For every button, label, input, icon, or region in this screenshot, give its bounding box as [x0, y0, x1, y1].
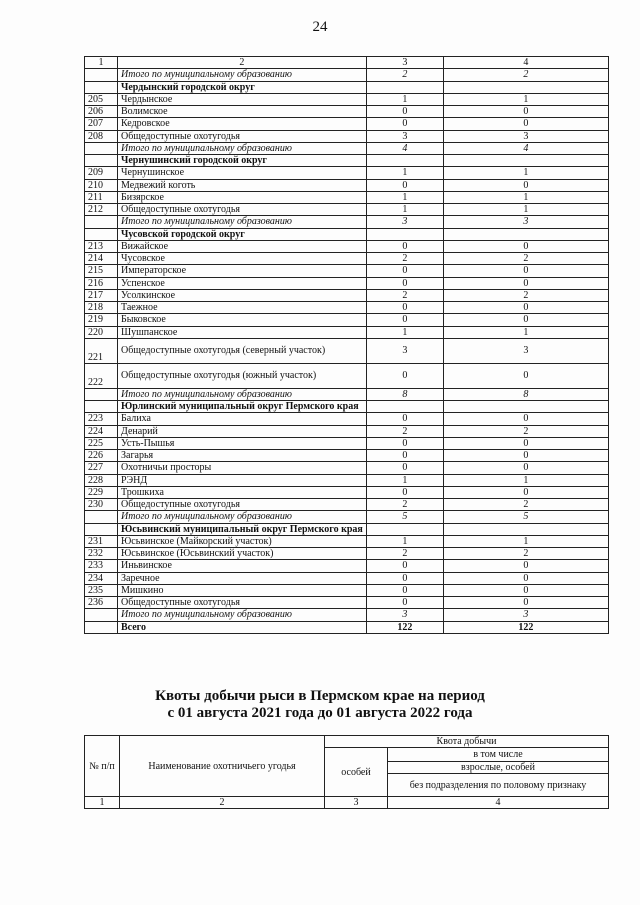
- table-row: [85, 326, 609, 338]
- row-number: 230: [85, 499, 118, 511]
- quota-adults: 8: [443, 388, 608, 400]
- quota-adults: 0: [443, 572, 608, 584]
- table-row: [85, 474, 609, 486]
- row-number: 227: [85, 462, 118, 474]
- column-number: 4: [443, 57, 608, 69]
- section-row: [85, 155, 609, 167]
- row-number: [85, 216, 118, 228]
- table-row: [85, 437, 609, 449]
- hunting-ground-name: Итого по муниципальному образованию: [118, 216, 367, 228]
- quota-adults: 0: [443, 118, 608, 130]
- quota-adults: 2: [443, 69, 608, 81]
- quota-adults: 2: [443, 499, 608, 511]
- quota-adults: 0: [443, 277, 608, 289]
- hunting-ground-name: Шушпанское: [118, 326, 367, 338]
- quota-individuals: 2: [366, 425, 443, 437]
- hunting-ground-name: Общедоступные охотугодья: [118, 597, 367, 609]
- quota-individuals: 0: [366, 179, 443, 191]
- hunting-ground-name: Загарья: [118, 450, 367, 462]
- row-number: [85, 401, 118, 413]
- column-number: 2: [120, 797, 325, 809]
- quota-adults: 1: [443, 535, 608, 547]
- section-title-line: Квоты добычи рыси в Пермском крае на период: [155, 688, 485, 704]
- table-row: [85, 535, 609, 547]
- row-number: 232: [85, 548, 118, 560]
- row-number: 215: [85, 265, 118, 277]
- header-quota: Квота добычи: [325, 736, 609, 748]
- hunting-ground-name: Итого по муниципальному образованию: [118, 609, 367, 621]
- table-row: [85, 486, 609, 498]
- section-row: [85, 523, 609, 535]
- hunting-ground-name: Охотничьи просторы: [118, 462, 367, 474]
- row-number: 213: [85, 240, 118, 252]
- hunting-ground-name: Юсьвинский муниципальный округ Пермского края: [118, 523, 367, 535]
- row-number: 206: [85, 106, 118, 118]
- quota-adults: 0: [443, 584, 608, 596]
- quota-individuals: [366, 523, 443, 535]
- column-number: 4: [388, 797, 609, 809]
- section-title-line: с 01 августа 2021 года до 01 августа 2022 года: [167, 705, 473, 721]
- quota-adults: [443, 401, 608, 413]
- table-row: [85, 462, 609, 474]
- quota-individuals: 1: [366, 326, 443, 338]
- section-row: [85, 401, 609, 413]
- grand-total-row: [85, 621, 609, 633]
- quota-adults: 0: [443, 450, 608, 462]
- header-no-gender: без подразделения по половому признаку: [388, 774, 609, 797]
- table-row: [85, 548, 609, 560]
- hunting-ground-name: Общедоступные охотугодья: [118, 204, 367, 216]
- column-number: 3: [325, 797, 388, 809]
- row-number: [85, 621, 118, 633]
- hunting-ground-name: РЭНД: [118, 474, 367, 486]
- quota-adults: 3: [443, 130, 608, 142]
- quota-adults: 0: [443, 265, 608, 277]
- quota-adults: 2: [443, 425, 608, 437]
- table-row: [85, 277, 609, 289]
- table-row: [85, 572, 609, 584]
- quota-adults: 1: [443, 204, 608, 216]
- hunting-ground-name: Успенское: [118, 277, 367, 289]
- quota-adults: 1: [443, 167, 608, 179]
- quota-adults: 1: [443, 93, 608, 105]
- table-row: [85, 118, 609, 130]
- row-number: [85, 609, 118, 621]
- quota-adults: [443, 81, 608, 93]
- quota-individuals: 3: [366, 130, 443, 142]
- row-number: [85, 142, 118, 154]
- quota-adults: 3: [443, 609, 608, 621]
- row-number: 205: [85, 93, 118, 105]
- hunting-ground-name: Юрлинский муниципальный округ Пермского края: [118, 401, 367, 413]
- table-row: [85, 499, 609, 511]
- quota-adults: 0: [443, 240, 608, 252]
- quota-individuals: 0: [366, 314, 443, 326]
- hunting-ground-name: Императорское: [118, 265, 367, 277]
- quota-adults: 3: [443, 338, 608, 363]
- quota-individuals: 1: [366, 474, 443, 486]
- quota-individuals: 2: [366, 289, 443, 301]
- quota-individuals: 0: [366, 106, 443, 118]
- quota-adults: 2: [443, 289, 608, 301]
- quota-individuals: [366, 81, 443, 93]
- table-row: [85, 560, 609, 572]
- quota-adults: 122: [443, 621, 608, 633]
- table-row: [85, 338, 609, 363]
- quota-individuals: 0: [366, 302, 443, 314]
- page-number: 24: [312, 19, 328, 35]
- quota-adults: 3: [443, 216, 608, 228]
- quota-individuals: 1: [366, 93, 443, 105]
- column-number-row: [85, 57, 609, 69]
- row-number: 222: [85, 363, 118, 388]
- section-row: [85, 228, 609, 240]
- row-number: [85, 388, 118, 400]
- row-number: 236: [85, 597, 118, 609]
- table-row: [85, 302, 609, 314]
- row-number: 208: [85, 130, 118, 142]
- hunting-ground-name: Усть-Пышья: [118, 437, 367, 449]
- hunting-ground-name: Таежное: [118, 302, 367, 314]
- quota-individuals: 0: [366, 450, 443, 462]
- quota-adults: 2: [443, 548, 608, 560]
- quota-adults: 1: [443, 191, 608, 203]
- quota-individuals: 0: [366, 462, 443, 474]
- hunting-ground-name: Чернушинское: [118, 167, 367, 179]
- hunting-ground-name: Чердынский городской округ: [118, 81, 367, 93]
- column-number: 3: [366, 57, 443, 69]
- quota-adults: 0: [443, 437, 608, 449]
- header-including: в том числе: [388, 748, 609, 762]
- row-number: 235: [85, 584, 118, 596]
- quota-adults: 0: [443, 179, 608, 191]
- quota-adults: 1: [443, 326, 608, 338]
- lynx-quota-header-table: [84, 735, 609, 809]
- table-row: [85, 179, 609, 191]
- row-number: 217: [85, 289, 118, 301]
- quota-adults: 0: [443, 560, 608, 572]
- row-number: 216: [85, 277, 118, 289]
- row-number: 233: [85, 560, 118, 572]
- quota-individuals: 3: [366, 338, 443, 363]
- quota-individuals: 0: [366, 118, 443, 130]
- hunting-ground-name: Чернушинский городской округ: [118, 155, 367, 167]
- quota-individuals: 0: [366, 560, 443, 572]
- row-number: [85, 155, 118, 167]
- hunting-ground-name: Кедровское: [118, 118, 367, 130]
- hunting-ground-name: Всего: [118, 621, 367, 633]
- quota-individuals: 0: [366, 240, 443, 252]
- quota-individuals: 0: [366, 437, 443, 449]
- row-number: 220: [85, 326, 118, 338]
- hunting-ground-name: Бизярское: [118, 191, 367, 203]
- hunting-ground-name: Мишкино: [118, 584, 367, 596]
- row-number: 234: [85, 572, 118, 584]
- quota-adults: [443, 228, 608, 240]
- hunting-ground-name: Общедоступные охотугодья (северный участок): [118, 338, 367, 363]
- hunting-ground-name: Юсьвинское (Майкорский участок): [118, 535, 367, 547]
- table-row: [85, 191, 609, 203]
- row-number: [85, 511, 118, 523]
- row-number: [85, 81, 118, 93]
- total-row: [85, 609, 609, 621]
- hunting-ground-name: Быковское: [118, 314, 367, 326]
- quota-adults: 0: [443, 363, 608, 388]
- total-row: [85, 69, 609, 81]
- row-number: 226: [85, 450, 118, 462]
- quota-individuals: 3: [366, 216, 443, 228]
- row-number: 231: [85, 535, 118, 547]
- hunting-ground-name: Общедоступные охотугодья (южный участок): [118, 363, 367, 388]
- quota-adults: [443, 155, 608, 167]
- section-title: [0, 688, 640, 722]
- hunting-ground-name: Общедоступные охотугодья: [118, 130, 367, 142]
- quota-table: [84, 56, 609, 634]
- hunting-ground-name: Иньвинское: [118, 560, 367, 572]
- header-num: № п/п: [85, 736, 120, 797]
- row-number: 209: [85, 167, 118, 179]
- quota-adults: [443, 523, 608, 535]
- quota-adults: 1: [443, 474, 608, 486]
- quota-individuals: 0: [366, 413, 443, 425]
- hunting-ground-name: Вижайское: [118, 240, 367, 252]
- table-row: [85, 253, 609, 265]
- table-row: [85, 597, 609, 609]
- total-row: [85, 511, 609, 523]
- quota-adults: 0: [443, 302, 608, 314]
- quota-individuals: 3: [366, 609, 443, 621]
- column-number: 1: [85, 797, 120, 809]
- hunting-ground-name: Заречное: [118, 572, 367, 584]
- quota-individuals: 5: [366, 511, 443, 523]
- table-row: [85, 584, 609, 596]
- quota-individuals: 1: [366, 167, 443, 179]
- row-number: 223: [85, 413, 118, 425]
- quota-individuals: 4: [366, 142, 443, 154]
- quota-individuals: [366, 228, 443, 240]
- hunting-ground-name: Юсьвинское (Юсьвинский участок): [118, 548, 367, 560]
- row-number: 212: [85, 204, 118, 216]
- quota-individuals: 2: [366, 499, 443, 511]
- table-row: [85, 413, 609, 425]
- row-number: 211: [85, 191, 118, 203]
- hunting-ground-name: Волимское: [118, 106, 367, 118]
- quota-adults: 0: [443, 462, 608, 474]
- table-row: [85, 167, 609, 179]
- row-number: [85, 228, 118, 240]
- hunting-ground-name: Медвежий коготь: [118, 179, 367, 191]
- quota-individuals: 0: [366, 597, 443, 609]
- header-name: Наименование охотничьего угодья: [120, 736, 325, 797]
- quota-individuals: 1: [366, 191, 443, 203]
- row-number: 228: [85, 474, 118, 486]
- hunting-ground-name: Балиха: [118, 413, 367, 425]
- row-number: 221: [85, 338, 118, 363]
- hunting-ground-name: Чердынское: [118, 93, 367, 105]
- hunting-ground-name: Итого по муниципальному образованию: [118, 511, 367, 523]
- quota-adults: 0: [443, 314, 608, 326]
- row-number: [85, 69, 118, 81]
- row-number: 214: [85, 253, 118, 265]
- quota-individuals: 1: [366, 535, 443, 547]
- quota-individuals: 0: [366, 572, 443, 584]
- quota-individuals: 122: [366, 621, 443, 633]
- hunting-ground-name: Денарий: [118, 425, 367, 437]
- table-row: [85, 425, 609, 437]
- row-number: 224: [85, 425, 118, 437]
- quota-adults: 0: [443, 106, 608, 118]
- quota-individuals: 0: [366, 277, 443, 289]
- table-row: [85, 314, 609, 326]
- quota-individuals: 1: [366, 204, 443, 216]
- column-number: 1: [85, 57, 118, 69]
- quota-adults: 0: [443, 486, 608, 498]
- total-row: [85, 388, 609, 400]
- table-row: [85, 240, 609, 252]
- row-number: 229: [85, 486, 118, 498]
- quota-adults: 5: [443, 511, 608, 523]
- table-row: [85, 265, 609, 277]
- table-row: [85, 289, 609, 301]
- quota-individuals: 0: [366, 363, 443, 388]
- hunting-ground-name: Чусовское: [118, 253, 367, 265]
- quota-individuals: 0: [366, 584, 443, 596]
- quota-individuals: 0: [366, 265, 443, 277]
- total-row: [85, 142, 609, 154]
- quota-individuals: [366, 155, 443, 167]
- quota-individuals: [366, 401, 443, 413]
- table-row: [85, 363, 609, 388]
- hunting-ground-name: Общедоступные охотугодья: [118, 499, 367, 511]
- row-number: 218: [85, 302, 118, 314]
- total-row: [85, 216, 609, 228]
- quota-individuals: 2: [366, 548, 443, 560]
- quota-adults: 0: [443, 597, 608, 609]
- row-number: 225: [85, 437, 118, 449]
- hunting-ground-name: Итого по муниципальному образованию: [118, 388, 367, 400]
- hunting-ground-name: Усолкинское: [118, 289, 367, 301]
- header-individuals: особей: [325, 748, 388, 797]
- row-number: [85, 523, 118, 535]
- table-row: [85, 93, 609, 105]
- hunting-ground-name: Итого по муниципальному образованию: [118, 69, 367, 81]
- quota-adults: 0: [443, 413, 608, 425]
- hunting-ground-name: Трошкиха: [118, 486, 367, 498]
- hunting-ground-name: Чусовской городской округ: [118, 228, 367, 240]
- quota-individuals: 8: [366, 388, 443, 400]
- section-row: [85, 81, 609, 93]
- table-row: [85, 130, 609, 142]
- header-adults: взрослые, особей: [388, 761, 609, 773]
- column-number: 2: [118, 57, 367, 69]
- hunting-ground-name: Итого по муниципальному образованию: [118, 142, 367, 154]
- quota-individuals: 2: [366, 253, 443, 265]
- quota-individuals: 2: [366, 69, 443, 81]
- row-number: 210: [85, 179, 118, 191]
- quota-adults: 2: [443, 253, 608, 265]
- row-number: 207: [85, 118, 118, 130]
- table-row: [85, 106, 609, 118]
- quota-individuals: 0: [366, 486, 443, 498]
- table-row: [85, 204, 609, 216]
- row-number: 219: [85, 314, 118, 326]
- quota-adults: 4: [443, 142, 608, 154]
- table-row: [85, 450, 609, 462]
